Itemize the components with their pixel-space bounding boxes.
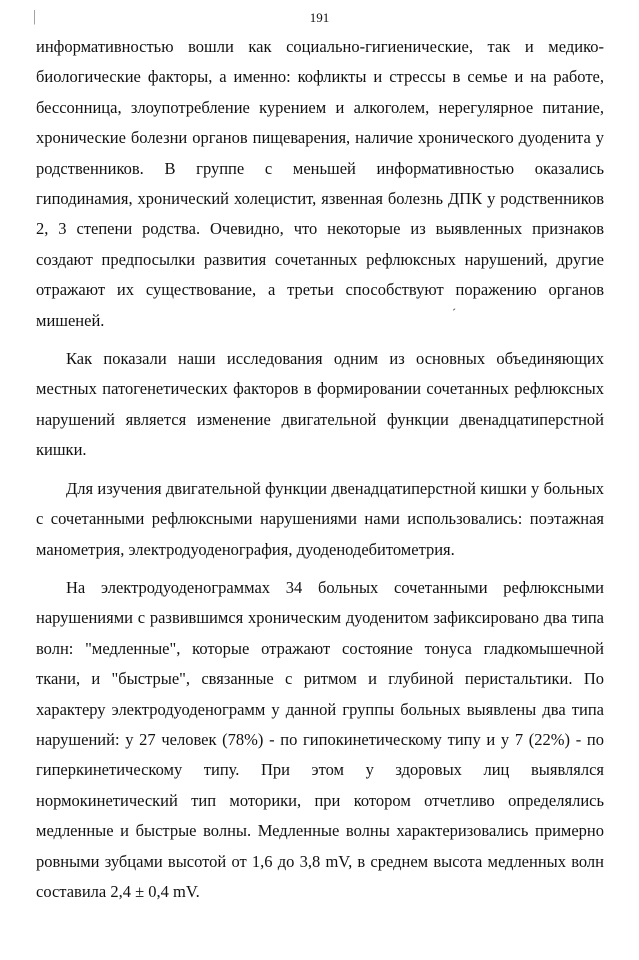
stray-tick-mark: ˊ bbox=[452, 306, 456, 320]
document-body bbox=[36, 32, 604, 907]
paragraph-4: На электродуоденограммах 34 больных сочетанными рефлюксными нарушениями с развившимся хроническим дуоденитом зафиксировано два типа волн: "медленные", которые отражают состояние тонуса гладкомышечной ткани, и "быстрые", связанные с ритмом и глубиной перистальтики. По характеру электродуоденограмм у данной группы больных выявлены два типа нарушений: у 27 человек (78%) - по гипокинетическому типу и у 7 (22%) - по гиперкинетическому типу. При этом у здоровых лиц выявлялся нормокинетический тип моторики, при котором отчетливо определялись медленные и быстрые волны. Медленные волны характеризовались примерно ровными зубцами высотой от 1,6 до 3,8 mV, в среднем высота медленных волн составила 2,4 ± 0,4 mV. bbox=[36, 577, 604, 901]
paragraph-1: информативностью вошли как социально-гигиенические, так и медико-биологические факторы, а именно: кофликты и стрессы в семье и на работе, бессонница, злоупотребление курением и алкоголем, нерегулярное питание, хронические болезни органов пищеварения, наличие хронического дуоденита у родственников. В группе с меньшей информативностью оказались гиподинамия, хронический холецистит, язвенная болезнь ДПК у родственников 2, 3 степени родства. Очевидно, что некоторые из выявленных признаков создают предпосылки развития сочетанных рефлюксных нарушений, другие отражают их существование, а третьи способствуют поражению органов мишеней. bbox=[36, 37, 604, 330]
paragraph-3: Для изучения двигательной функции двенадцатиперстной кишки у больных с сочетанными рефлюксными нарушениями нами использовались: поэтажная манометрия, электродуоденография, дуоденодебитометрия. bbox=[36, 478, 604, 559]
paragraph-2: Как показали наши исследования одним из основных объединяющих местных патогенетических факторов в формировании сочетанных рефлюксных нарушений является изменение двигательной функции двенадцатиперстной кишки. bbox=[36, 349, 604, 460]
margin-mark: | bbox=[33, 8, 36, 25]
page-number: 191 bbox=[309, 10, 330, 25]
